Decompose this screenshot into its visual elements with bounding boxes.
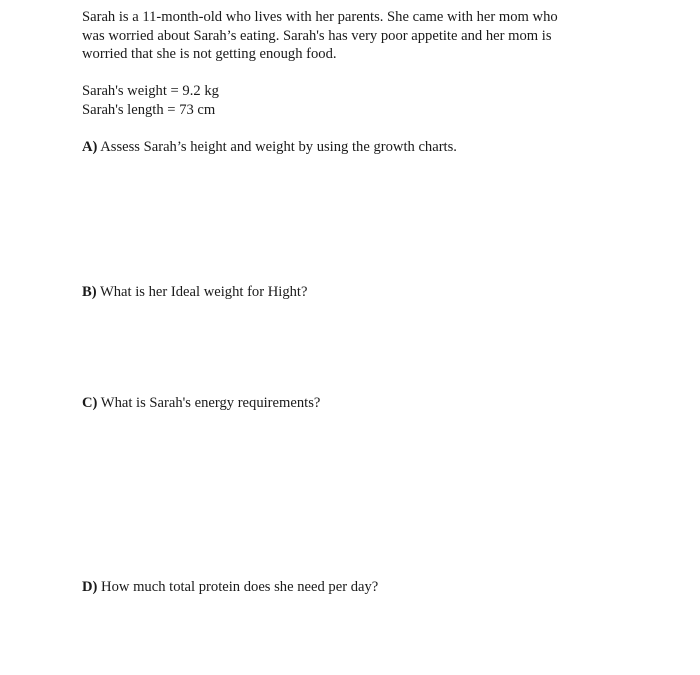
case-description-line: was worried about Sarah’s eating. Sarah's has very poor appetite and her mom is xyxy=(82,27,552,44)
question-a-label: A) xyxy=(82,139,98,155)
measurements xyxy=(82,82,219,119)
question-a xyxy=(82,138,457,157)
question-c-label: C) xyxy=(82,395,98,411)
question-c-text: What is Sarah's energy requirements? xyxy=(97,395,321,411)
question-b-text: What is her Ideal weight for Hight? xyxy=(96,284,308,300)
question-b xyxy=(82,283,307,302)
length-measurement: Sarah's length = 73 cm xyxy=(82,101,216,118)
weight-measurement: Sarah's weight = 9.2 kg xyxy=(82,83,219,99)
question-d-text: How much total protein does she need per day? xyxy=(97,579,379,595)
question-d xyxy=(82,578,378,597)
question-a-text: Assess Sarah’s height and weight by using the growth charts. xyxy=(97,139,457,155)
question-c xyxy=(82,394,320,413)
question-b-label: B) xyxy=(82,284,97,300)
case-description-line: Sarah is a 11-month-old who lives with her parents. She came with her mom who xyxy=(82,9,558,25)
case-description-line: worried that she is not getting enough food. xyxy=(82,46,337,62)
case-description xyxy=(82,8,622,64)
question-d-label: D) xyxy=(82,579,98,595)
